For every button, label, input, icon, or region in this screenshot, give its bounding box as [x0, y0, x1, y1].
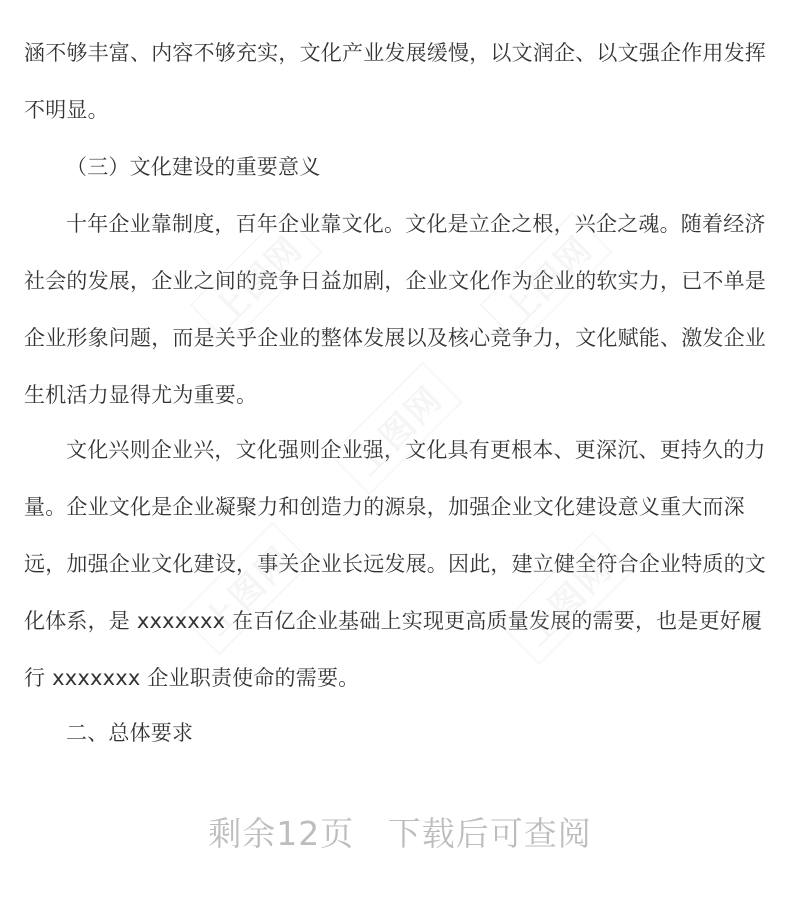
watermark-logo: 上图网	[499, 532, 633, 666]
download-to-read-label: 下载后可查阅	[387, 814, 592, 853]
download-prompt[interactable]	[0, 808, 800, 855]
paragraph-culture-importance: 十年企业靠制度，百年企业靠文化。文化是立企之根，兴企之魂。随着经济社会的发展，企业之间的竞争日益加剧，企业文化作为企业的软实力，已不单是企业形象问题，而是关乎企业的整体发展以及核心竞争力，文化赋能、激发企业生机活力显得尤为重要。	[24, 212, 766, 407]
watermark-logo: 上图网	[329, 362, 463, 496]
section-heading-requirements: 二、总体要求	[66, 721, 194, 745]
watermark-logo: 上图网	[189, 212, 323, 346]
cut-off-line	[24, 0, 776, 13]
watermark-logo: 上图网	[179, 522, 313, 656]
section-heading-significance: （三）文化建设的重要意义	[66, 155, 321, 179]
paragraph-continuation: 涵不够丰富、内容不够充实，文化产业发展缓慢，以文润企、以文强企作用发挥不明显。	[24, 41, 766, 122]
remaining-pages-label: 剩余12页	[208, 814, 355, 853]
paragraph-culture-strength: 文化兴则企业兴，文化强则企业强，文化具有更根本、更深沉、更持久的力量。企业文化是企业凝聚力和创造力的源泉，加强企业文化建设意义重大而深远，加强企业文化建设，事关企业长远发展。因此，建立健全符合企业特质的文化体系，是 xxxxxxx 在百亿企业基础上实现更高质量发展的需要，也是更好履行 xxxxxxx 企业职责使命的需要。	[24, 438, 766, 690]
watermark-logo: 上图网	[479, 212, 613, 346]
